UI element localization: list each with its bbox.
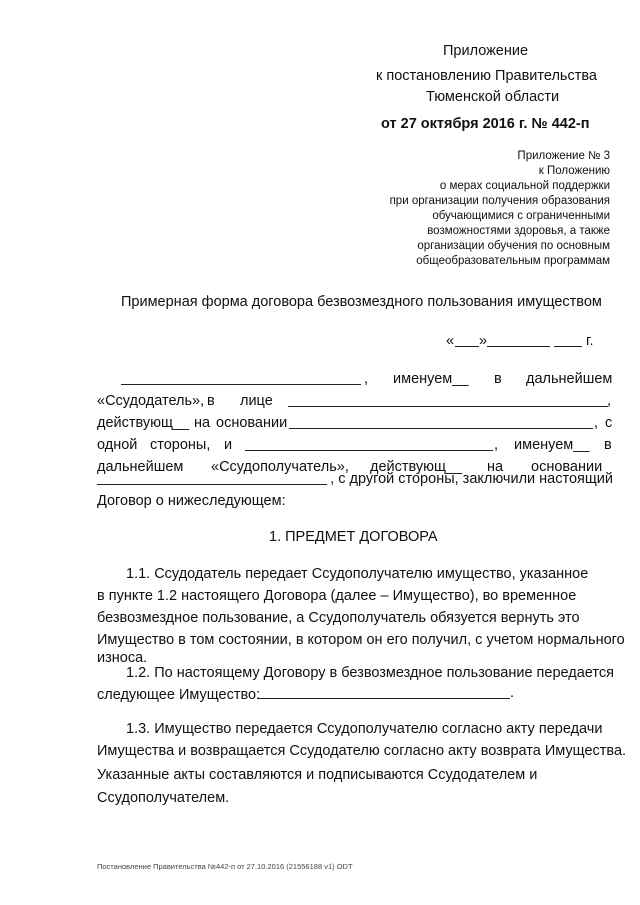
period: .	[510, 685, 515, 701]
basis-word: основании	[216, 415, 288, 431]
sub-appendix-line: возможностями здоровья, а также	[427, 225, 610, 237]
sub-appendix-line: организации обучения по основным	[417, 240, 610, 252]
borrower-basis-blank	[97, 484, 327, 485]
year-suffix: г.	[586, 333, 594, 349]
sub-appendix-line: к Положению	[538, 165, 610, 177]
person-word: лице	[240, 393, 273, 409]
date-open-quote: «	[446, 333, 455, 349]
sub-appendix-line: общеобразовательным программам	[416, 255, 610, 267]
on-word: на	[487, 459, 504, 475]
hereinafter-word: дальнейшем	[526, 371, 613, 387]
resolution-date-number: от 27 октября 2016 г. № 442-п	[381, 116, 590, 132]
region: Тюменской области	[426, 89, 560, 105]
agreement-intro: Договор о нижеследующем:	[97, 493, 286, 509]
side-word: стороны,	[150, 437, 211, 453]
sub-appendix-line: о мерах социальной поддержки	[439, 180, 610, 192]
with-word: с	[605, 415, 613, 431]
clause-1-2-line: следующее Имущество:	[97, 687, 261, 703]
comma: ,	[364, 371, 369, 387]
sub-appendix-line: при организации получения образования	[389, 195, 610, 207]
clause-1-3-line: Указанные акты составляются и подписываются Ссудодателем и	[97, 767, 538, 783]
date-close-quote: »	[479, 333, 488, 349]
in-word: в	[604, 437, 612, 453]
comma: ,	[607, 393, 612, 409]
lender-representative-blank	[288, 406, 608, 407]
lender-basis-blank	[289, 428, 593, 429]
month-blank	[487, 346, 550, 347]
sub-appendix-line: обучающимися с ограниченными	[432, 210, 610, 222]
hereinafter-word: дальнейшем	[97, 459, 184, 475]
named-word: именуем__	[514, 437, 590, 453]
lender-label: «Ссудодатель»,	[97, 393, 205, 409]
and-word: и	[224, 437, 233, 453]
year-blank	[554, 346, 582, 347]
section-title: 1. ПРЕДМЕТ ДОГОВОРА	[269, 529, 438, 545]
comma: ,	[494, 437, 499, 453]
acting-word: действующ__	[370, 459, 463, 475]
named-word: именуем__	[393, 371, 469, 387]
in-word: в	[207, 393, 215, 409]
form-title: Примерная форма договора безвозмездного пользования имуществом	[121, 294, 602, 310]
clause-1-3-line: Ссудополучателем.	[97, 790, 230, 806]
clause-1-3-line: 1.3. Имущество передается Ссудополучателю согласно акту передачи	[126, 721, 603, 737]
appendix-title: Приложение	[443, 43, 529, 59]
other-side-clause: , с другой стороны, заключили настоящий	[330, 471, 613, 487]
document-footer: Постановление Правительства №442-п от 27.10.2016 (21556188 v1) ODT	[97, 862, 353, 871]
clause-1-1-line: 1.1. Ссудодатель передает Ссудополучателю имущество, указанное	[126, 566, 589, 582]
clause-1-1-line: износа.	[97, 650, 148, 666]
acting-word: действующ__	[97, 415, 190, 431]
sub-appendix-line: Приложение № 3	[517, 150, 610, 162]
comma: ,	[594, 415, 599, 431]
day-blank	[455, 346, 479, 347]
lender-name-blank	[121, 384, 361, 385]
clause-1-2-line: 1.2. По настоящему Договору в безвозмездное пользование передается	[126, 665, 614, 681]
borrower-name-blank	[245, 450, 493, 451]
one-word: одной	[97, 437, 138, 453]
to-resolution: к постановлению Правительства	[376, 68, 597, 84]
sub-appendix	[310, 149, 610, 269]
property-blank	[257, 698, 510, 699]
basis-word: основании	[531, 459, 603, 475]
clause-1-1-line: безвозмездное пользование, а Ссудополучатель обязуется вернуть это	[97, 610, 580, 626]
clause-1-3-line: Имущества и возвращается Ссудодателю согласно акту возврата Имущества.	[97, 743, 627, 759]
borrower-label: «Ссудополучатель»,	[211, 459, 349, 475]
on-word: на	[194, 415, 211, 431]
in-word: в	[494, 371, 502, 387]
clause-1-1-line: Имущество в том состоянии, в котором он его получил, с учетом нормального	[97, 632, 625, 648]
clause-1-1-line: в пункте 1.2 настоящего Договора (далее – Имущество), во временное	[97, 588, 577, 604]
